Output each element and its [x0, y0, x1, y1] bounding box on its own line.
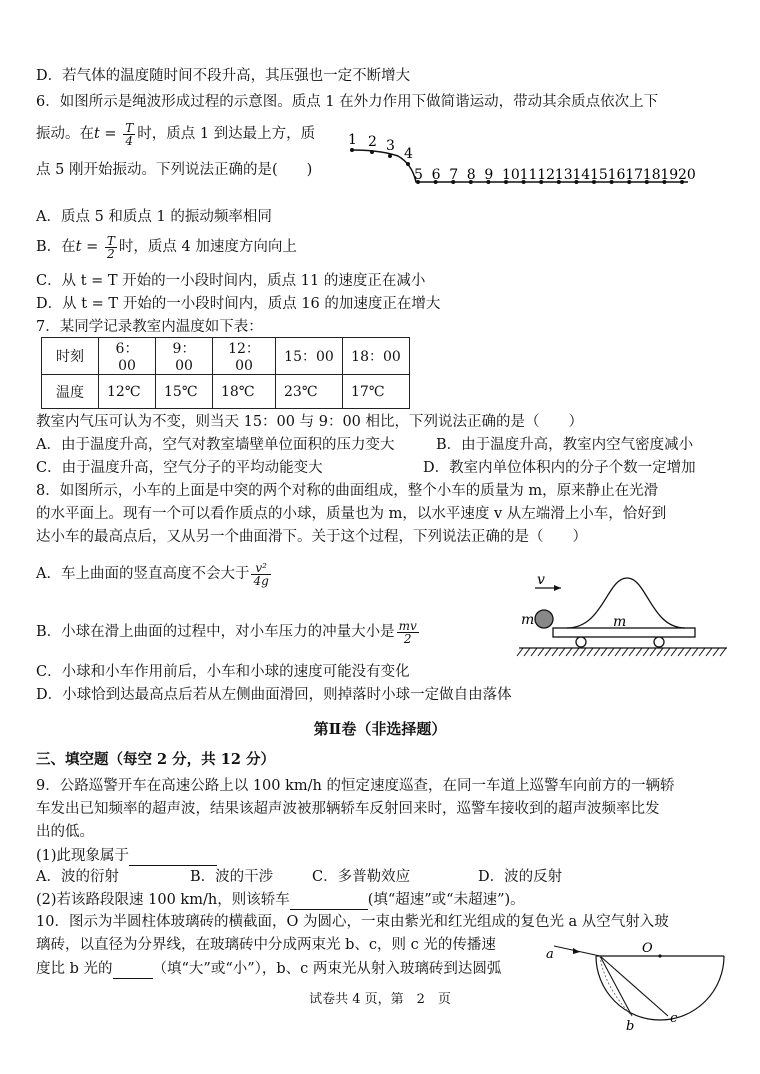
q9-stem-line3: 出的低。 [36, 824, 94, 840]
q8-option-b [36, 618, 421, 646]
q9-sub2-pre: (2)若该路段限速 100 km/h，则该轿车 [36, 892, 290, 908]
wheel [654, 637, 664, 647]
wave-particle-label: 16 [607, 167, 626, 183]
q7-option-c: C．由于温度升高，空气分子的平均动能变大 [36, 460, 323, 476]
q10-blank[interactable] [113, 958, 153, 979]
q10-line3-post: （填“大”或“小”），b、c 两束光从射入玻璃砖到达圆弧 [152, 961, 502, 977]
wave-particle-label: 13 [554, 167, 573, 183]
q6-stem-line1: 6．如图所示是绳波形成过程的示意图。质点 1 在外力作用下做简谐运动，带动其余质点依次上下 [36, 94, 659, 110]
wave-particle-label: 7 [449, 167, 459, 183]
q9-stem-line1: 9．公路巡警开车在高速公路上以 100 km/h 的恒定速度巡查，在同一车道上巡警车向前方的一辆轿 [36, 778, 675, 794]
q8-stem-line2: 的水平面上。现有一个可以看作质点的小球，质量也为 m，以水平速度 v 从左端滑上小车，恰好到 [36, 506, 667, 522]
ray-c-label: c [670, 1011, 678, 1026]
q6-option-d: D．从 t = T 开始的一小段时间内，质点 16 的加速度正在增大 [36, 296, 441, 312]
wave-particle [350, 148, 354, 152]
table-cell: 15℃ [156, 375, 213, 409]
q6-eq: = [99, 126, 122, 142]
wave-particle [388, 154, 392, 158]
q5-option-d: D．若气体的温度随时间不段升高，其压强也一定不断增大 [36, 68, 411, 84]
q9-sub2-post: (填“超速”或“未超速”)。 [367, 892, 525, 908]
wave-particle-label: 10 [502, 167, 520, 183]
q9-option-c: C．多普勒效应 [312, 869, 411, 885]
q6-b-pre: B．在 [36, 239, 76, 255]
q9-sub1-blank[interactable] [129, 845, 217, 866]
light-a-label: a [546, 947, 554, 962]
wave-particle-label: 2 [368, 134, 377, 150]
q7-option-b: B．由于温度升高，教室内空气密度减小 [436, 437, 694, 453]
q7-option-d: D．教室内单位体积内的分子个数一定增加 [423, 460, 696, 476]
wave-particle [370, 150, 374, 154]
ground-hatch [517, 648, 726, 656]
table-cell: 23℃ [276, 375, 343, 409]
glass-brick-figure [540, 940, 730, 1034]
q6-fraction: $\frac{T}{4}$ [125, 120, 134, 148]
q8-a-pre: A．车上曲面的竖直高度不会大于 [36, 566, 250, 582]
q8-stem-line1: 8．如图所示，小车的上面是中突的两个对称的曲面组成，整个小车的质量为 m，原来静止在光滑 [36, 483, 659, 499]
center-o-label: O [642, 941, 653, 956]
table-cell: 17℃ [343, 375, 410, 409]
wave-particle-label: 9 [484, 167, 494, 183]
table-cell: 6：00 [99, 338, 156, 375]
ball-mass-label: m [521, 612, 535, 628]
wave-particle-label: 1 [348, 132, 357, 148]
q10-stem-line1: 10．图示为半圆柱体玻璃砖的横截面，O 为圆心，一束由紫光和红光组成的复色光 a 从空气射入玻 [36, 914, 669, 930]
q8-b-pre: B．小球在滑上曲面的过程中，对小车压力的冲量大小是 [36, 624, 395, 640]
section2-title: 第Ⅱ卷（非选择题） [313, 720, 447, 738]
q10-stem-line2: 璃砖，以直径为分界线，在玻璃砖中分成两束光 b、c，则 c 光的传播速 [36, 937, 496, 953]
page-footer: 试卷共 4 页，第 2 页 [309, 992, 451, 1007]
part3-title: 三、填空题（每空 2 分，共 12 分） [36, 751, 275, 768]
wave-particle-label: 11 [519, 167, 538, 183]
q9-option-d: D．波的反射 [478, 869, 563, 885]
q10-stem-line3 [36, 958, 501, 979]
wave-particle-label: 19 [660, 167, 679, 183]
q9-option-a: A．波的衍射 [36, 869, 119, 885]
rope-wave-figure [340, 128, 700, 192]
table-cell: 时刻 [42, 338, 99, 375]
wave-particle-label: 17 [625, 167, 644, 183]
table-cell: 12℃ [99, 375, 156, 409]
table-cell: 18：00 [343, 338, 410, 375]
q8-option-d: D．小球恰到达最高点后若从左侧曲面滑回，则掉落时小球一定做自由落体 [36, 687, 512, 703]
wave-particle [406, 162, 410, 166]
table-cell: 15：00 [276, 338, 343, 375]
table-cell: 温度 [42, 375, 99, 409]
table-cell: 12：00 [213, 338, 276, 375]
q6-option-b [36, 233, 297, 261]
ray-c [600, 956, 668, 1016]
wave-particle-label: 15 [590, 167, 608, 183]
q10-line3-pre: 度比 b 光的 [36, 961, 113, 977]
q6-stem-line3: 点 5 刚开始振动。下列说法正确的是( ) [36, 162, 313, 178]
q9-sub2-blank[interactable] [290, 889, 368, 910]
q9-sub2 [36, 889, 525, 910]
q9-sub1 [36, 845, 217, 866]
q7-stem: 7．某同学记录教室内温度如下表： [36, 319, 263, 335]
q9-sub1-text: (1)此现象属于 [36, 848, 130, 864]
wave-particle-label: 6 [431, 167, 441, 183]
q6-var-t: t [94, 126, 100, 142]
cart-mass-label: m [613, 614, 627, 630]
cart-figure [515, 570, 740, 662]
q7-stem2: 教室内气压可认为不变，则当天 15：00 与 9：00 相比，下列说法正确的是（ ） [36, 414, 584, 430]
wave-particle-label: 8 [466, 167, 476, 183]
q9-option-b: B．波的干涉 [190, 869, 274, 885]
q6-option-a: A．质点 5 和质点 1 的振动频率相同 [36, 209, 272, 225]
velocity-label: v [537, 572, 545, 588]
wave-particle-label: 4 [404, 146, 413, 162]
wave-particle-label: 5 [414, 167, 423, 183]
ray-b [600, 956, 632, 1016]
wave-particle-label: 3 [386, 138, 395, 154]
q8-stem-line3: 达小车的最高点后，又从另一个曲面滑下。关于这个过程，下列说法正确的是（ ） [36, 529, 587, 545]
q6-text-post: 时，质点 1 到达最上方，质 [137, 126, 316, 142]
table-row [42, 375, 410, 409]
wheel [576, 637, 586, 647]
q6-b-var: t [75, 239, 82, 255]
q6-text-pre: 振动。在 [36, 126, 94, 142]
table-cell: 9：00 [156, 338, 213, 375]
q6-b-post: 时，质点 4 加速度方向向上 [118, 239, 297, 255]
q6-option-c: C．从 t = T 开始的一小段时间内，质点 11 的速度正在减小 [36, 273, 426, 289]
q8-a-fraction: $\frac{\text{v²}}{4g}$ [253, 560, 269, 588]
ball [535, 610, 553, 628]
wave-particle-label: 12 [537, 167, 556, 183]
q6-b-eq: = [81, 239, 103, 255]
table-row [42, 338, 410, 375]
q8-option-a [36, 560, 273, 588]
q8-b-fraction: $\frac{mv}{2}$ [398, 618, 417, 646]
wave-particle-label: 20 [678, 167, 696, 183]
q9-stem-line2: 车发出已知频率的超声波，结果该超声波被那辆轿车反射回来时，巡警车接收到的超声波频率比发 [36, 801, 660, 817]
q6-b-fraction: $\frac{T}{2}$ [106, 233, 115, 261]
q7-option-a: A．由于温度升高，空气对教室墙壁单位面积的压力变大 [36, 437, 395, 453]
q6-stem-line2 [36, 120, 315, 148]
q8-option-c: C．小球和小车作用前后，小车和小球的速度可能没有变化 [36, 664, 410, 680]
ray-b-label: b [626, 1019, 635, 1034]
table-cell: 18℃ [213, 375, 276, 409]
wave-particle-label: 14 [572, 167, 591, 183]
wave-particle-label: 18 [642, 167, 661, 183]
temperature-table [41, 337, 410, 409]
